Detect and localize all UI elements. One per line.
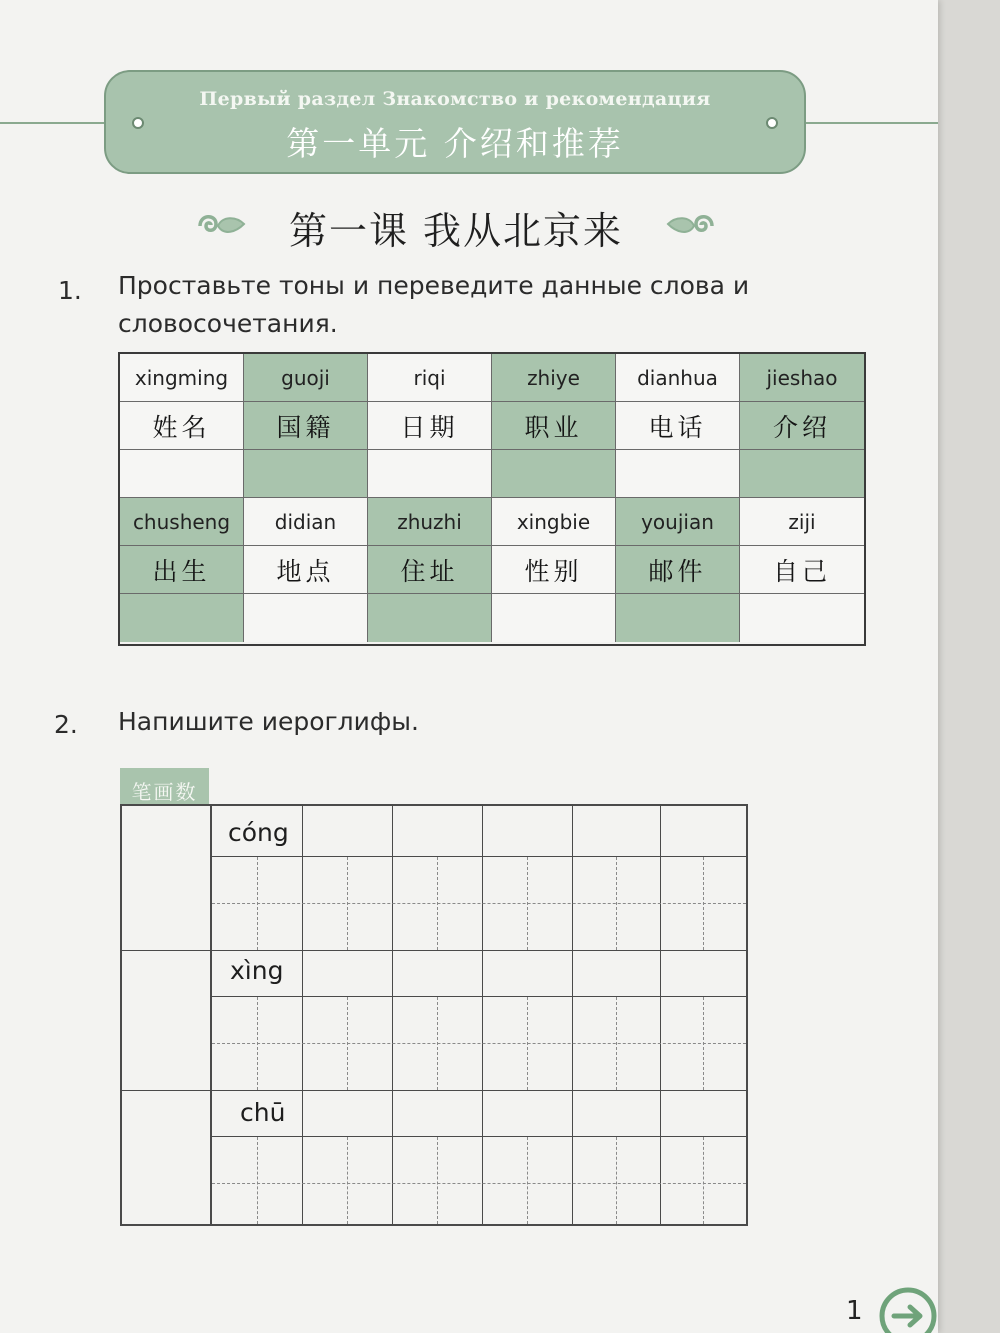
answer-cell[interactable] — [120, 450, 244, 498]
hanzi-cell: 自己 — [740, 546, 864, 594]
guide-line — [347, 857, 348, 950]
guide-line — [212, 903, 746, 904]
guide-line — [347, 1137, 348, 1224]
answer-cell[interactable] — [616, 594, 740, 642]
task-2-number: 2. — [54, 710, 78, 739]
task-1-number: 1. — [58, 276, 82, 305]
answer-cell[interactable] — [740, 450, 864, 498]
column-line — [572, 806, 573, 1224]
guide-line — [527, 1137, 528, 1224]
answer-cell[interactable] — [120, 594, 244, 642]
guide-line — [257, 1137, 258, 1224]
guide-line — [703, 857, 704, 950]
pinyin-cell: xingming — [120, 354, 244, 402]
hanzi-cell: 邮件 — [616, 546, 740, 594]
task-2-instruction: Напишите иероглифы. — [118, 707, 419, 736]
answer-cell[interactable] — [368, 594, 492, 642]
banner-line-left — [0, 122, 104, 124]
guide-line — [437, 857, 438, 950]
hanzi-cell: 出生 — [120, 546, 244, 594]
guide-line — [212, 1183, 746, 1184]
pinyin-cell: guoji — [244, 354, 368, 402]
ornament-left-icon — [196, 210, 250, 242]
hanzi-cell: 地点 — [244, 546, 368, 594]
pinyin-cell: zhuzhi — [368, 498, 492, 546]
guide-line — [437, 1137, 438, 1224]
task-1-instruction-line1: Проставьте тоны и переведите данные слова и — [118, 271, 750, 300]
pinyin-cell: youjian — [616, 498, 740, 546]
pinyin-cell: ziji — [740, 498, 864, 546]
lesson-title: 第一课 我从北京来 — [288, 209, 624, 253]
guide-line — [616, 997, 617, 1090]
vocabulary-table — [118, 352, 866, 646]
column-line — [660, 806, 661, 1224]
hanzi-cell: 电话 — [616, 402, 740, 450]
lesson-heading — [196, 196, 716, 256]
unit-banner — [104, 70, 806, 174]
pinyin-row-line — [212, 1136, 746, 1137]
hanzi-cell: 住址 — [368, 546, 492, 594]
syllable-cong: cóng — [228, 818, 289, 847]
guide-line — [616, 1137, 617, 1224]
pinyin-row-line — [212, 856, 746, 857]
syllable-xing: xìng — [230, 956, 284, 985]
syllable-chu: chū — [240, 1098, 286, 1127]
guide-line — [257, 857, 258, 950]
answer-cell[interactable] — [492, 594, 616, 642]
character-writing-grid — [120, 804, 748, 1226]
pinyin-cell: dianhua — [616, 354, 740, 402]
guide-line — [703, 997, 704, 1090]
pinyin-row-line — [212, 996, 746, 997]
guide-line — [616, 857, 617, 950]
guide-line — [212, 1043, 746, 1044]
hanzi-cell: 性别 — [492, 546, 616, 594]
grid-divider — [210, 806, 212, 1224]
ornament-right-icon — [662, 210, 716, 242]
hanzi-cell: 国籍 — [244, 402, 368, 450]
pinyin-cell: didian — [244, 498, 368, 546]
pinyin-cell: jieshao — [740, 354, 864, 402]
answer-cell[interactable] — [368, 450, 492, 498]
pinyin-cell: zhiye — [492, 354, 616, 402]
guide-line — [527, 997, 528, 1090]
guide-line — [257, 997, 258, 1090]
hanzi-cell: 职业 — [492, 402, 616, 450]
unit-subtitle: Первый раздел Знакомство и рекомендация — [199, 88, 711, 110]
answer-cell[interactable] — [244, 450, 368, 498]
block-separator — [122, 1090, 746, 1091]
column-line — [392, 806, 393, 1224]
guide-line — [527, 857, 528, 950]
task-1-instruction-line2: словосочетания. — [118, 309, 338, 338]
hanzi-cell: 姓名 — [120, 402, 244, 450]
page-number: 1 — [846, 1296, 863, 1326]
pinyin-cell: xingbie — [492, 498, 616, 546]
pinyin-cell: riqi — [368, 354, 492, 402]
column-line — [482, 806, 483, 1224]
answer-cell[interactable] — [740, 594, 864, 642]
guide-line — [437, 997, 438, 1090]
guide-line — [347, 997, 348, 1090]
answer-cell[interactable] — [244, 594, 368, 642]
pinyin-cell: chusheng — [120, 498, 244, 546]
unit-title: 第一单元 介绍和推荐 — [286, 124, 624, 163]
next-page-arrow-icon — [878, 1282, 938, 1333]
answer-cell[interactable] — [492, 450, 616, 498]
column-line — [302, 806, 303, 1224]
hanzi-cell: 日期 — [368, 402, 492, 450]
stroke-count-label: 笔画数 — [120, 768, 209, 812]
guide-line — [703, 1137, 704, 1224]
answer-cell[interactable] — [616, 450, 740, 498]
hanzi-cell: 介绍 — [740, 402, 864, 450]
block-separator — [122, 950, 746, 951]
banner-line-right — [806, 122, 938, 124]
